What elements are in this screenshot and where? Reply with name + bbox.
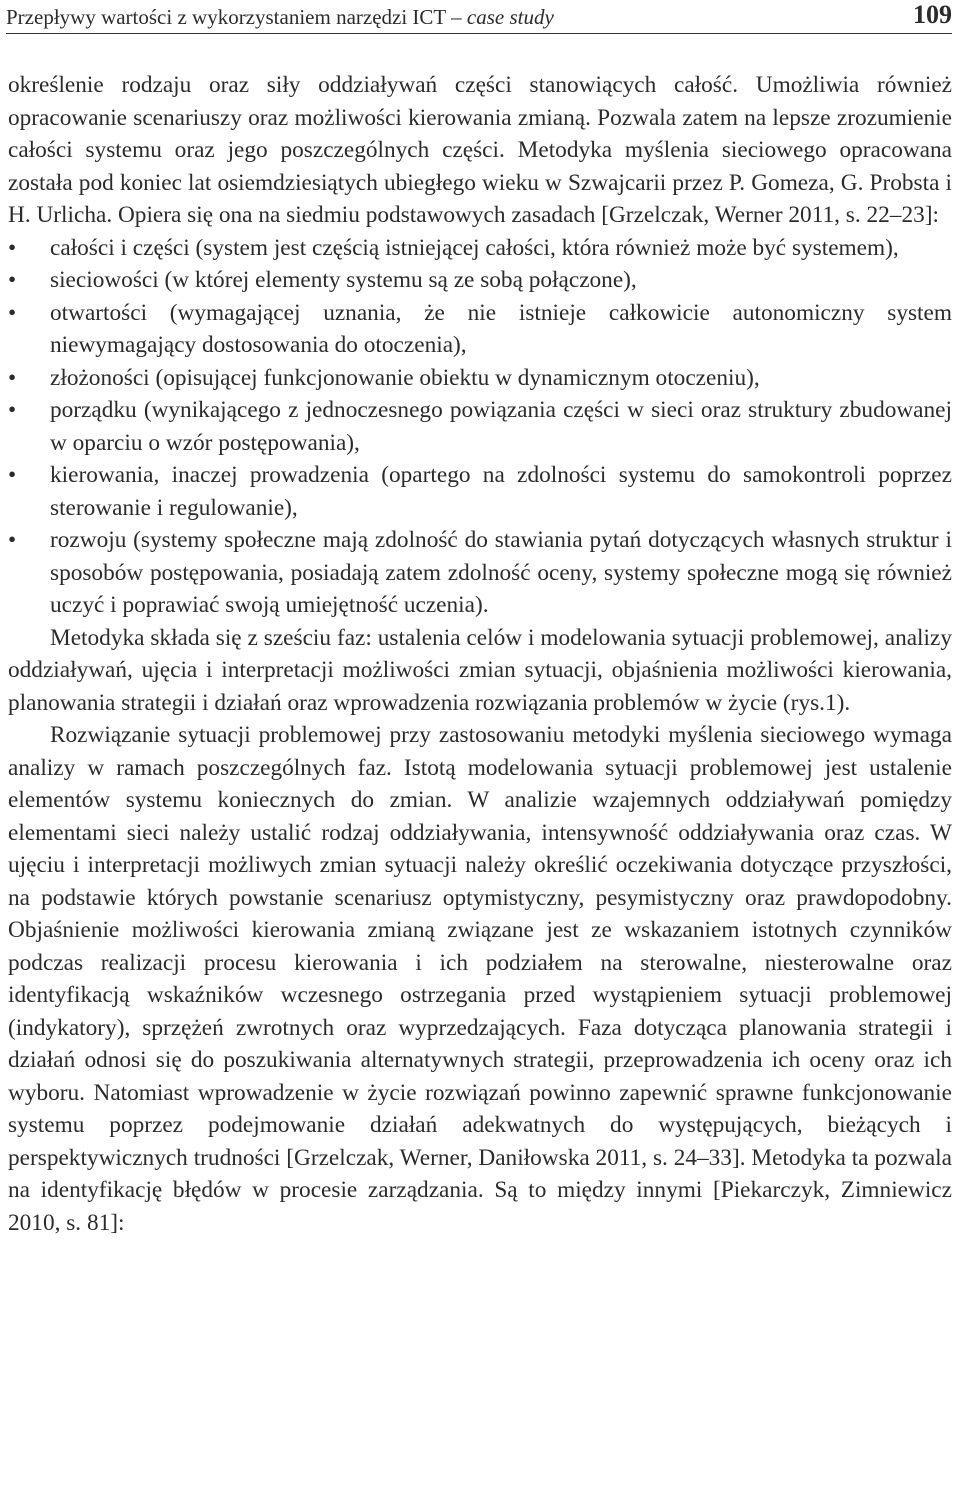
bullet-icon: • <box>8 234 17 261</box>
page-header <box>6 0 952 34</box>
list-item-text: całości i części (system jest częścią istniejącej całości, która również może być systemem), <box>50 234 899 261</box>
list-item <box>8 264 952 297</box>
list-item <box>8 362 952 395</box>
bullet-icon: • <box>8 397 17 423</box>
list-item <box>8 524 952 622</box>
list-item <box>8 232 952 265</box>
phases-paragraph: Metodyka składa się z sześciu faz: ustalenia celów i modelowania sytuacji problemowej, analizy oddziaływań, ujęcia i interpretacji możliwości zmian sytuacji, objaśnienia możliwości kierowania, planowania strategii i działań oraz wprowadzenia rozwiązania problemów w życie (rys.1). <box>8 624 952 716</box>
list-item-text: kierowania, inaczej prowadzenia (opartego na zdolności systemu do samokontroli poprzez sterowanie i regulowanie), <box>50 462 952 521</box>
list-item-text: rozwoju (systemy społeczne mają zdolność do stawiania pytań dotyczących własnych struktur i sposobów postępowania, posiadają zatem zdolność oceny, systemy społeczne mogą się również uczyć i poprawiać swoją umiejętność uczenia). <box>50 527 952 618</box>
list-item-text: sieciowości (w której elementy systemu są ze sobą połączone), <box>50 267 637 293</box>
solution-paragraph: Rozwiązanie sytuacji problemowej przy zastosowaniu metodyki myślenia sieciowego wymaga analizy w ramach poszczególnych faz. Istotą modelowania sytuacji problemowej jest ustalenie elementów systemu koniecznych do zmian. W analizie wzajemnych oddziaływań pomiędzy elementami sieci należy ustalić rodzaj oddziaływania, intensywność oddziaływania oraz czas. W ujęciu i interpretacji możliwych zmian sytuacji należy określić oczekiwania dotyczące przyszłości, na podstawie których powstanie scenariusz optymistyczny, pesymistyczny oraz prawdopodobny. Objaśnienie możliwości kierowania zmianą związane jest ze wskazaniem istotnych czynników podczas realizacji procesu kierowania i ich podziałem na sterowalne, niesterowalne oraz identyfikacją wskaźników wczesnego ostrzegania przed wystąpieniem sytuacji problemowej (indykatory), sprzężeń zwrotnych oraz wyprzedzających. Faza dotycząca planowania strategii i działań odnosi się do poszukiwania alternatywnych strategii, przeprowadzenia ich oceny oraz ich wyboru. Natomiast wprowadzenie w życie rozwiązań powinno zapewnić sprawne funkcjonowanie systemu poprzez podejmowanie działań adekwatnych do występujących, bieżących i perspektywicznych trudności [Grzelczak, Werner, Daniłowska 2011, s. 24–33]. Metodyka ta pozwala na identyfikację błędów w procesie zarządzania. Są to między innymi [Piekarczyk, Zimniewicz 2010, s. 81]: <box>8 722 952 1236</box>
running-title <box>6 7 554 28</box>
body-text <box>8 69 952 1239</box>
running-title-italic: case study <box>466 5 554 29</box>
list-item-text: otwartości (wymagającej uznania, że nie istnieje całkowicie autonomiczny system niewymagający dostosowania do otoczenia), <box>50 299 952 358</box>
bullet-icon: • <box>8 299 17 326</box>
list-item <box>8 297 952 362</box>
list-item-text: złożoności (opisującej funkcjonowanie obiektu w dynamicznym otoczeniu), <box>50 364 760 391</box>
bullet-icon: • <box>8 364 17 391</box>
intro-paragraph: określenie rodzaju oraz siły oddziaływań części stanowiących całość. Umożliwia również opracowanie scenariuszy oraz możliwości kierowania zmianą. Pozwala zatem na lepsze zrozumienie całości systemu oraz jego poszczególnych części. Metodyka myślenia sieciowego opracowana została pod koniec lat osiemdziesiątych ubiegłego wieku w Szwajcarii przez P. Gomeza, G. Probsta i H. Urlicha. Opiera się ona na siedmiu podstawowych zasadach [Grzelczak, Werner 2011, s. 22–23]: <box>8 72 952 228</box>
bullet-icon: • <box>8 527 17 553</box>
list-item-text: porządku (wynikającego z jednoczesnego powiązania części w sieci oraz struktury zbudowanej w oparciu o wzór postępowania), <box>50 397 952 456</box>
bullet-icon: • <box>8 267 17 293</box>
bullet-icon: • <box>8 462 17 488</box>
list-item <box>8 394 952 459</box>
list-item <box>8 459 952 524</box>
running-title-main: Przepływy wartości z wykorzystaniem narzędzi ICT – <box>6 5 467 29</box>
principles-list <box>8 232 952 622</box>
page-number: 109 <box>913 0 952 29</box>
